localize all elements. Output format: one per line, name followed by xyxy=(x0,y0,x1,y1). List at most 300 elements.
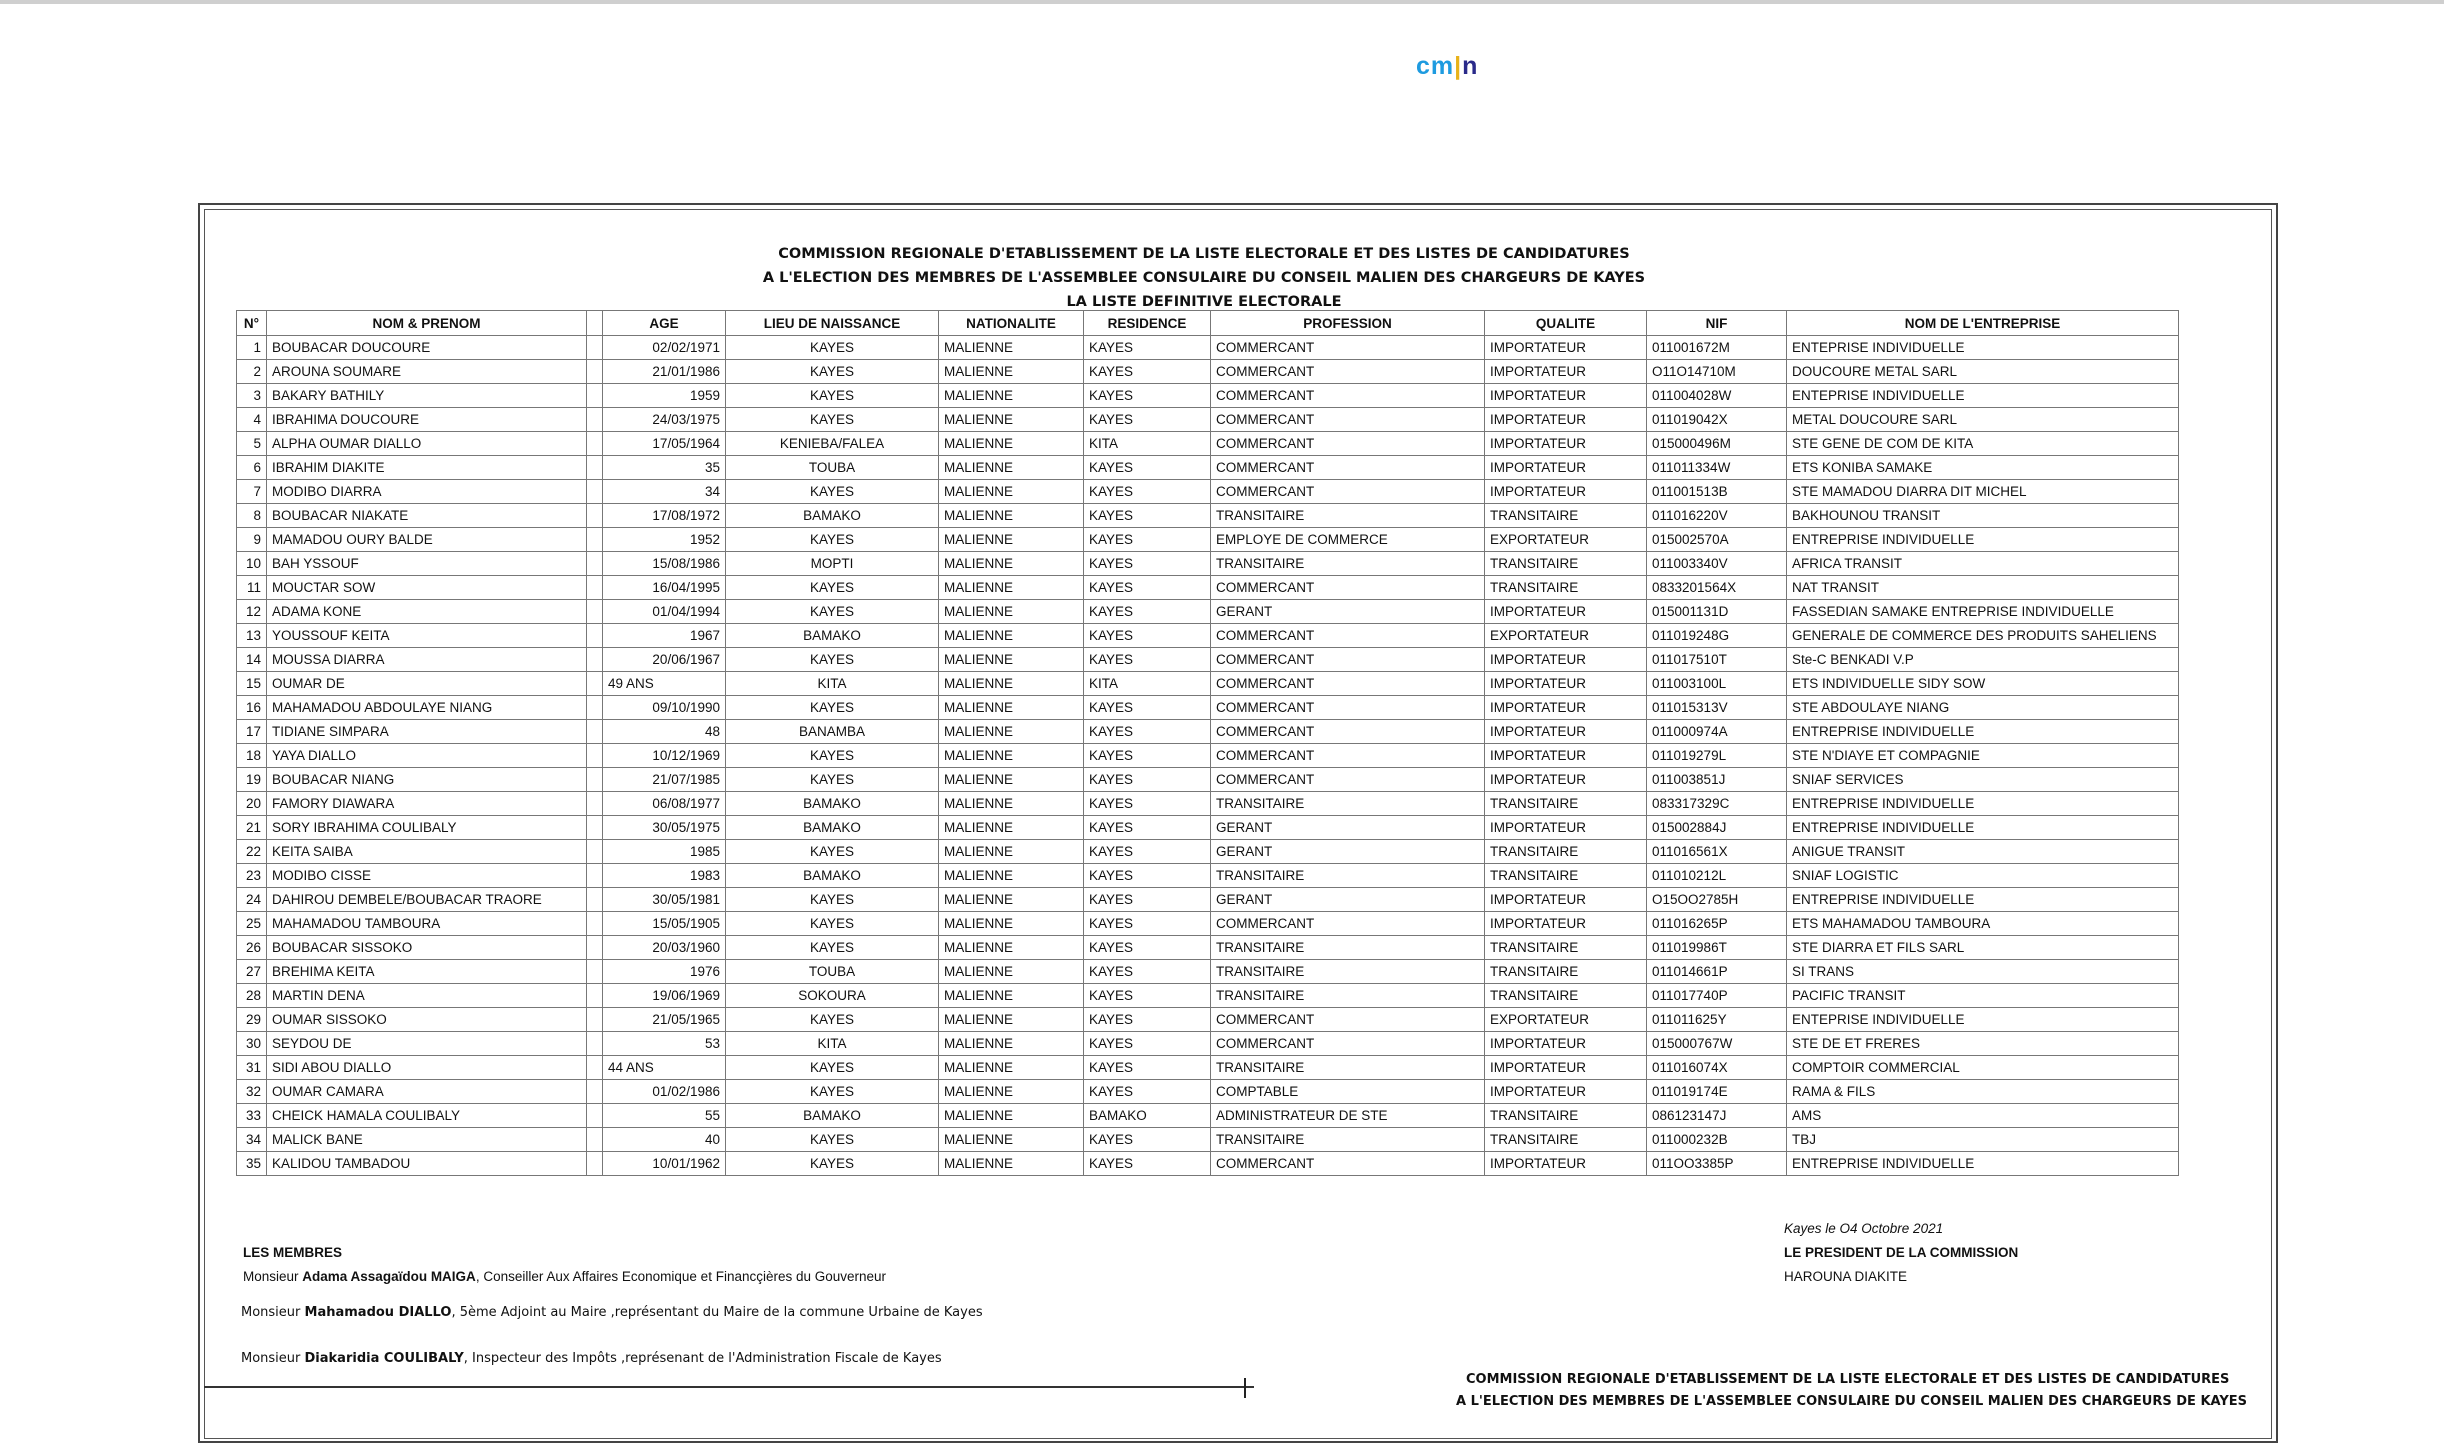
table-cell: GERANT xyxy=(1211,888,1485,912)
table-cell: BOUBACAR NIANG xyxy=(267,768,587,792)
table-cell: MALIENNE xyxy=(939,912,1084,936)
table-cell: KAYES xyxy=(1084,720,1211,744)
table-cell: MALIENNE xyxy=(939,576,1084,600)
table-cell: 48 xyxy=(603,720,726,744)
table-cell: YOUSSOUF KEITA xyxy=(267,624,587,648)
table-cell: BAKARY BATHILY xyxy=(267,384,587,408)
table-cell: KAYES xyxy=(726,1152,939,1176)
table-cell: 011016265P xyxy=(1647,912,1787,936)
table-cell: 53 xyxy=(603,1032,726,1056)
table-row xyxy=(237,1104,2179,1128)
table-row xyxy=(237,696,2179,720)
table-cell: ETS KONIBA SAMAKE xyxy=(1787,456,2179,480)
table-cell: KAYES xyxy=(726,480,939,504)
table-cell: 16 xyxy=(237,696,267,720)
table-cell: MALIENNE xyxy=(939,768,1084,792)
table-cell: 4 xyxy=(237,408,267,432)
table-cell: 19 xyxy=(237,768,267,792)
table-cell: KAYES xyxy=(1084,888,1211,912)
table-cell: 15/05/1905 xyxy=(603,912,726,936)
table-cell: MALICK BANE xyxy=(267,1128,587,1152)
member-2 xyxy=(241,1305,983,1320)
table-cell: IMPORTATEUR xyxy=(1485,360,1647,384)
table-cell: KAYES xyxy=(1084,528,1211,552)
table-cell: KAYES xyxy=(726,1056,939,1080)
table-cell: COMMERCANT xyxy=(1211,720,1485,744)
table-cell: KAYES xyxy=(1084,744,1211,768)
table-cell: IMPORTATEUR xyxy=(1485,1032,1647,1056)
table-cell: O15OO2785H xyxy=(1647,888,1787,912)
table-row xyxy=(237,1128,2179,1152)
table-cell: KITA xyxy=(726,1032,939,1056)
spacer-cell xyxy=(587,1152,603,1176)
table-row xyxy=(237,672,2179,696)
table-cell: IMPORTATEUR xyxy=(1485,384,1647,408)
spacer-cell xyxy=(587,840,603,864)
table-cell: TRANSITAIRE xyxy=(1485,792,1647,816)
table-row xyxy=(237,648,2179,672)
spacer-cell xyxy=(587,624,603,648)
table-cell: EMPLOYE DE COMMERCE xyxy=(1211,528,1485,552)
table-cell: IBRAHIM DIAKITE xyxy=(267,456,587,480)
table-cell: 011017510T xyxy=(1647,648,1787,672)
table-cell: 15/08/1986 xyxy=(603,552,726,576)
table-cell: IMPORTATEUR xyxy=(1485,456,1647,480)
table-cell: FAMORY DIAWARA xyxy=(267,792,587,816)
table-cell: KAYES xyxy=(726,744,939,768)
table-cell: KAYES xyxy=(1084,336,1211,360)
table-cell: 015000767W xyxy=(1647,1032,1787,1056)
table-cell: TRANSITAIRE xyxy=(1485,984,1647,1008)
table-cell: 1952 xyxy=(603,528,726,552)
page-break-line xyxy=(204,1386,1254,1388)
table-cell: 9 xyxy=(237,528,267,552)
table-cell: KAYES xyxy=(1084,1128,1211,1152)
table-cell: 21/05/1965 xyxy=(603,1008,726,1032)
table-cell: 10/01/1962 xyxy=(603,1152,726,1176)
spacer-cell xyxy=(587,648,603,672)
table-cell: SI TRANS xyxy=(1787,960,2179,984)
table-cell: AFRICA TRANSIT xyxy=(1787,552,2179,576)
table-cell: KITA xyxy=(726,672,939,696)
table-cell: KAYES xyxy=(1084,792,1211,816)
table-cell: 17/08/1972 xyxy=(603,504,726,528)
table-cell: KAYES xyxy=(726,648,939,672)
table-cell: MALIENNE xyxy=(939,960,1084,984)
table-cell: TRANSITAIRE xyxy=(1485,1104,1647,1128)
table-cell: MALIENNE xyxy=(939,1056,1084,1080)
spacer-cell xyxy=(587,1080,603,1104)
repeat-title-1: COMMISSION REGIONALE D'ETABLISSEMENT DE LA LISTE ELECTORALE ET DES LISTES DE CANDIDATURES xyxy=(1466,1372,2230,1387)
table-cell: COMMERCANT xyxy=(1211,672,1485,696)
table-cell: COMMERCANT xyxy=(1211,576,1485,600)
table-cell: MALIENNE xyxy=(939,384,1084,408)
table-cell: TRANSITAIRE xyxy=(1211,792,1485,816)
table-cell: IMPORTATEUR xyxy=(1485,648,1647,672)
table-cell: KAYES xyxy=(726,1008,939,1032)
table-cell: MAHAMADOU TAMBOURA xyxy=(267,912,587,936)
table-cell: MALIENNE xyxy=(939,744,1084,768)
table-cell: KAYES xyxy=(726,1080,939,1104)
table-cell: ADMINISTRATEUR DE STE xyxy=(1211,1104,1485,1128)
table-row xyxy=(237,624,2179,648)
table-cell: 1985 xyxy=(603,840,726,864)
table-cell: 8 xyxy=(237,504,267,528)
table-cell: COMPTOIR COMMERCIAL xyxy=(1787,1056,2179,1080)
column-header: NATIONALITE xyxy=(939,311,1084,336)
table-cell: EXPORTATEUR xyxy=(1485,528,1647,552)
spacer-cell xyxy=(587,696,603,720)
spacer-cell xyxy=(587,912,603,936)
table-cell: MALIENNE xyxy=(939,432,1084,456)
table-cell: COMMERCANT xyxy=(1211,384,1485,408)
table-cell: DAHIROU DEMBELE/BOUBACAR TRAORE xyxy=(267,888,587,912)
table-cell: KAYES xyxy=(1084,504,1211,528)
table-cell: SOKOURA xyxy=(726,984,939,1008)
table-cell: FASSEDIAN SAMAKE ENTREPRISE INDIVIDUELLE xyxy=(1787,600,2179,624)
logo-bar: | xyxy=(1454,52,1463,80)
table-cell: IMPORTATEUR xyxy=(1485,1152,1647,1176)
column-header xyxy=(587,311,603,336)
table-cell: OUMAR SISSOKO xyxy=(267,1008,587,1032)
column-header: NIF xyxy=(1647,311,1787,336)
table-cell: 083317329C xyxy=(1647,792,1787,816)
table-cell: KAYES xyxy=(726,528,939,552)
table-cell: AMS xyxy=(1787,1104,2179,1128)
table-cell: BANAMBA xyxy=(726,720,939,744)
table-cell: MALIENNE xyxy=(939,408,1084,432)
table-cell: COMMERCANT xyxy=(1211,456,1485,480)
table-cell: 011OO3385P xyxy=(1647,1152,1787,1176)
table-cell: 11 xyxy=(237,576,267,600)
spacer-cell xyxy=(587,1128,603,1152)
table-cell: KAYES xyxy=(726,696,939,720)
table-cell: 015001131D xyxy=(1647,600,1787,624)
table-cell: COMMERCANT xyxy=(1211,408,1485,432)
table-cell: COMMERCANT xyxy=(1211,360,1485,384)
table-cell: 21/07/1985 xyxy=(603,768,726,792)
table-cell: GERANT xyxy=(1211,840,1485,864)
table-row xyxy=(237,384,2179,408)
table-cell: MARTIN DENA xyxy=(267,984,587,1008)
title-line-2: A L'ELECTION DES MEMBRES DE L'ASSEMBLEE CONSULAIRE DU CONSEIL MALIEN DES CHARGEURS DE KAYES xyxy=(762,270,1646,286)
electoral-list-table xyxy=(236,310,2179,1176)
table-cell: 011010212L xyxy=(1647,864,1787,888)
table-cell: 17/05/1964 xyxy=(603,432,726,456)
table-cell: 011014661P xyxy=(1647,960,1787,984)
table-cell: KAYES xyxy=(726,360,939,384)
table-cell: 011011334W xyxy=(1647,456,1787,480)
spacer-cell xyxy=(587,360,603,384)
table-cell: KAYES xyxy=(1084,1008,1211,1032)
member-1-role: , Conseiller Aux Affaires Economique et Financçières du Gouverneur xyxy=(475,1269,887,1284)
table-row xyxy=(237,1056,2179,1080)
table-cell: BREHIMA KEITA xyxy=(267,960,587,984)
table-cell: 15 xyxy=(237,672,267,696)
table-cell: SEYDOU DE xyxy=(267,1032,587,1056)
table-cell: KAYES xyxy=(1084,912,1211,936)
table-cell: STE MAMADOU DIARRA DIT MICHEL xyxy=(1787,480,2179,504)
table-cell: TRANSITAIRE xyxy=(1211,552,1485,576)
table-cell: COMMERCANT xyxy=(1211,912,1485,936)
table-cell: KAYES xyxy=(726,912,939,936)
table-cell: BAMAKO xyxy=(726,864,939,888)
table-cell: COMMERCANT xyxy=(1211,624,1485,648)
table-cell: SNIAF SERVICES xyxy=(1787,768,2179,792)
table-cell: 25 xyxy=(237,912,267,936)
table-row xyxy=(237,528,2179,552)
table-cell: TOUBA xyxy=(726,960,939,984)
table-cell: MOPTI xyxy=(726,552,939,576)
table-cell: 02/02/1971 xyxy=(603,336,726,360)
table-cell: BAMAKO xyxy=(726,624,939,648)
table-cell: 27 xyxy=(237,960,267,984)
table-cell: TRANSITAIRE xyxy=(1485,936,1647,960)
table-cell: GERANT xyxy=(1211,600,1485,624)
table-cell: 17 xyxy=(237,720,267,744)
spacer-cell xyxy=(587,936,603,960)
table-cell: STE GENE DE COM DE KITA xyxy=(1787,432,2179,456)
table-cell: STE N'DIAYE ET COMPAGNIE xyxy=(1787,744,2179,768)
table-cell: 21/01/1986 xyxy=(603,360,726,384)
table-row xyxy=(237,744,2179,768)
table-cell: IMPORTATEUR xyxy=(1485,768,1647,792)
table-cell: IMPORTATEUR xyxy=(1485,432,1647,456)
table-cell: KAYES xyxy=(1084,936,1211,960)
table-cell: NAT TRANSIT xyxy=(1787,576,2179,600)
table-cell: 30/05/1975 xyxy=(603,816,726,840)
table-cell: STE DE ET FRERES xyxy=(1787,1032,2179,1056)
table-cell: KITA xyxy=(1084,432,1211,456)
table-row xyxy=(237,336,2179,360)
table-row xyxy=(237,504,2179,528)
table-cell: ENTREPRISE INDIVIDUELLE xyxy=(1787,720,2179,744)
table-cell: TOUBA xyxy=(726,456,939,480)
table-cell: ENTEPRISE INDIVIDUELLE xyxy=(1787,384,2179,408)
table-cell: TRANSITAIRE xyxy=(1211,864,1485,888)
table-cell: ENTREPRISE INDIVIDUELLE xyxy=(1787,792,2179,816)
table-cell: KAYES xyxy=(1084,816,1211,840)
table-cell: ENTREPRISE INDIVIDUELLE xyxy=(1787,528,2179,552)
table-cell: TRANSITAIRE xyxy=(1485,552,1647,576)
table-cell: 34 xyxy=(603,480,726,504)
table-cell: 35 xyxy=(237,1152,267,1176)
spacer-cell xyxy=(587,1056,603,1080)
table-cell: SORY IBRAHIMA COULIBALY xyxy=(267,816,587,840)
table-cell: 3 xyxy=(237,384,267,408)
table-cell: TRANSITAIRE xyxy=(1485,1128,1647,1152)
table-cell: 011000232B xyxy=(1647,1128,1787,1152)
table-row xyxy=(237,840,2179,864)
table-cell: KAYES xyxy=(1084,840,1211,864)
table-cell: METAL DOUCOURE SARL xyxy=(1787,408,2179,432)
table-cell: KAYES xyxy=(1084,480,1211,504)
member-3-name: Diakaridia COULIBALY xyxy=(304,1351,464,1366)
table-cell: RAMA & FILS xyxy=(1787,1080,2179,1104)
table-row xyxy=(237,960,2179,984)
spacer-cell xyxy=(587,480,603,504)
table-cell: TRANSITAIRE xyxy=(1211,1128,1485,1152)
table-cell: 26 xyxy=(237,936,267,960)
table-cell: 10/12/1969 xyxy=(603,744,726,768)
table-cell: 011019248G xyxy=(1647,624,1787,648)
table-cell: BAMAKO xyxy=(1084,1104,1211,1128)
table-cell: ETS MAHAMADOU TAMBOURA xyxy=(1787,912,2179,936)
table-row xyxy=(237,792,2179,816)
table-cell: MALIENNE xyxy=(939,528,1084,552)
title-line-3: LA LISTE DEFINITIVE ELECTORALE xyxy=(1066,294,1342,310)
table-cell: KAYES xyxy=(726,336,939,360)
table-cell: 14 xyxy=(237,648,267,672)
members-title: LES MEMBRES xyxy=(243,1245,343,1260)
table-cell: ENTREPRISE INDIVIDUELLE xyxy=(1787,816,2179,840)
table-cell: 24 xyxy=(237,888,267,912)
spacer-cell xyxy=(587,792,603,816)
table-row xyxy=(237,912,2179,936)
table-cell: IMPORTATEUR xyxy=(1485,672,1647,696)
table-row xyxy=(237,480,2179,504)
table-cell: KAYES xyxy=(1084,960,1211,984)
table-cell: BAMAKO xyxy=(726,504,939,528)
table-cell: TRANSITAIRE xyxy=(1211,984,1485,1008)
president-title: LE PRESIDENT DE LA COMMISSION xyxy=(1784,1245,2019,1260)
spacer-cell xyxy=(587,456,603,480)
table-cell: 16/04/1995 xyxy=(603,576,726,600)
table-cell: IMPORTATEUR xyxy=(1485,600,1647,624)
table-cell: 1959 xyxy=(603,384,726,408)
table-cell: 011001672M xyxy=(1647,336,1787,360)
table-cell: KAYES xyxy=(1084,552,1211,576)
table-cell: MODIBO DIARRA xyxy=(267,480,587,504)
table-cell: ENTREPRISE INDIVIDUELLE xyxy=(1787,1152,2179,1176)
table-cell: KAYES xyxy=(726,600,939,624)
table-cell: COMMERCANT xyxy=(1211,1032,1485,1056)
table-cell: BOUBACAR DOUCOURE xyxy=(267,336,587,360)
table-cell: IMPORTATEUR xyxy=(1485,336,1647,360)
table-cell: BAMAKO xyxy=(726,792,939,816)
table-cell: 0833201564X xyxy=(1647,576,1787,600)
table-cell: COMMERCANT xyxy=(1211,1008,1485,1032)
table-cell: COMMERCANT xyxy=(1211,648,1485,672)
table-row xyxy=(237,408,2179,432)
table-cell: 1983 xyxy=(603,864,726,888)
member-1 xyxy=(243,1269,886,1284)
table-cell: ENTEPRISE INDIVIDUELLE xyxy=(1787,1008,2179,1032)
table-row xyxy=(237,600,2179,624)
table-cell: IMPORTATEUR xyxy=(1485,816,1647,840)
title-line-1: COMMISSION REGIONALE D'ETABLISSEMENT DE LA LISTE ELECTORALE ET DES LISTES DE CANDIDATURES xyxy=(778,246,1630,262)
table-cell: MALIENNE xyxy=(939,600,1084,624)
table-cell: 28 xyxy=(237,984,267,1008)
table-cell: CHEICK HAMALA COULIBALY xyxy=(267,1104,587,1128)
column-header: PROFESSION xyxy=(1211,311,1485,336)
member-3-role: , Inspecteur des Impôts ,représenant de l'Administration Fiscale de Kayes xyxy=(463,1351,942,1366)
table-cell: KAYES xyxy=(1084,624,1211,648)
table-cell: KAYES xyxy=(726,888,939,912)
table-cell: ADAMA KONE xyxy=(267,600,587,624)
spacer-cell xyxy=(587,408,603,432)
spacer-cell xyxy=(587,744,603,768)
table-cell: 086123147J xyxy=(1647,1104,1787,1128)
member-1-name: Adama Assagaïdou MAIGA xyxy=(302,1269,476,1284)
table-cell: IMPORTATEUR xyxy=(1485,888,1647,912)
spacer-cell xyxy=(587,984,603,1008)
table-cell: MOUSSA DIARRA xyxy=(267,648,587,672)
table-cell: 44 ANS xyxy=(603,1056,726,1080)
table-cell: 011019986T xyxy=(1647,936,1787,960)
spacer-cell xyxy=(587,600,603,624)
table-cell: COMMERCANT xyxy=(1211,480,1485,504)
table-cell: 09/10/1990 xyxy=(603,696,726,720)
table-cell: TRANSITAIRE xyxy=(1485,864,1647,888)
table-cell: ALPHA OUMAR DIALLO xyxy=(267,432,587,456)
table-row xyxy=(237,1008,2179,1032)
table-cell: 10 xyxy=(237,552,267,576)
table-cell: MALIENNE xyxy=(939,1008,1084,1032)
table-cell: 31 xyxy=(237,1056,267,1080)
table-cell: KAYES xyxy=(726,384,939,408)
table-cell: 011016074X xyxy=(1647,1056,1787,1080)
spacer-cell xyxy=(587,384,603,408)
table-cell: MALIENNE xyxy=(939,816,1084,840)
table-cell: 20/03/1960 xyxy=(603,936,726,960)
table-cell: TRANSITAIRE xyxy=(1211,936,1485,960)
table-cell: 32 xyxy=(237,1080,267,1104)
table-cell: MAMADOU OURY BALDE xyxy=(267,528,587,552)
column-header: N° xyxy=(237,311,267,336)
table-row xyxy=(237,576,2179,600)
table-cell: COMMERCANT xyxy=(1211,432,1485,456)
table-cell: OUMAR DE xyxy=(267,672,587,696)
table-cell: IMPORTATEUR xyxy=(1485,912,1647,936)
table-cell: 011003100L xyxy=(1647,672,1787,696)
table-header-row xyxy=(237,311,2179,336)
table-cell: 21 xyxy=(237,816,267,840)
table-cell: SIDI ABOU DIALLO xyxy=(267,1056,587,1080)
president-name: HAROUNA DIAKITE xyxy=(1784,1269,1908,1284)
table-cell: KAYES xyxy=(726,840,939,864)
table-cell: 12 xyxy=(237,600,267,624)
table-cell: COMPTABLE xyxy=(1211,1080,1485,1104)
table-cell: KENIEBA/FALEA xyxy=(726,432,939,456)
spacer-cell xyxy=(587,1104,603,1128)
member-3 xyxy=(241,1351,942,1366)
spacer-cell xyxy=(587,864,603,888)
table-cell: GENERALE DE COMMERCE DES PRODUITS SAHELIENS xyxy=(1787,624,2179,648)
table-cell: 5 xyxy=(237,432,267,456)
top-edge xyxy=(0,0,2444,4)
table-row xyxy=(237,816,2179,840)
spacer-cell xyxy=(587,1032,603,1056)
table-row xyxy=(237,936,2179,960)
member-1-prefix: Monsieur xyxy=(243,1269,303,1284)
table-cell: MALIENNE xyxy=(939,1128,1084,1152)
table-cell: KAYES xyxy=(1084,408,1211,432)
text-cursor xyxy=(1244,1378,1246,1398)
table-cell: TRANSITAIRE xyxy=(1485,504,1647,528)
table-cell: 011019174E xyxy=(1647,1080,1787,1104)
table-cell: MALIENNE xyxy=(939,696,1084,720)
table-cell: IMPORTATEUR xyxy=(1485,744,1647,768)
table-cell: 49 ANS xyxy=(603,672,726,696)
table-cell: STE ABDOULAYE NIANG xyxy=(1787,696,2179,720)
table-cell: 01/04/1994 xyxy=(603,600,726,624)
table-row xyxy=(237,456,2179,480)
table-cell: MALIENNE xyxy=(939,1080,1084,1104)
spacer-cell xyxy=(587,504,603,528)
table-cell: KAYES xyxy=(726,1128,939,1152)
table-cell: MALIENNE xyxy=(939,936,1084,960)
